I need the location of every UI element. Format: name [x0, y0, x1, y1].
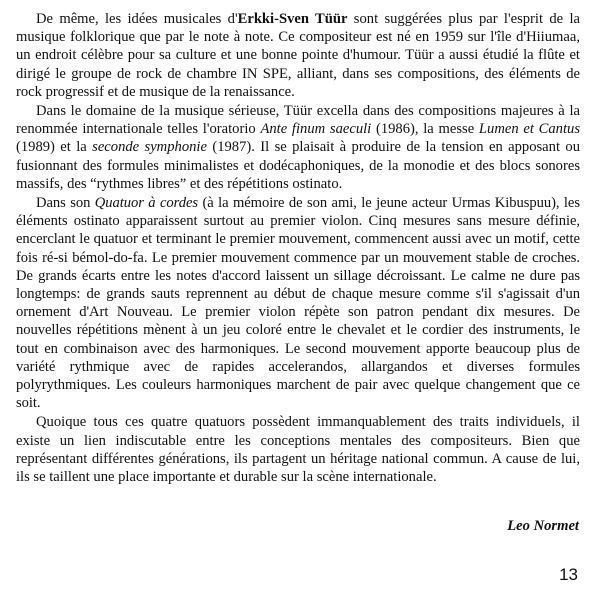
paragraph-text: (1986), la messe: [371, 121, 479, 138]
paragraph-text: (à la mémoire de son ami, le jeune acteur Urmas Kibuspuu), les éléments ostinato apparaissent surtout au premier violon. Cinq mesures sans mesure définie, encerclant le quatuor et terminant le premier mouvement, commencent aussi avec un motif, cette fois ré-si bémol-do-fa. Le premier mouvement commence par un mouvement stable de croches. De grands écarts entre les notes d'accord laissent un sillage décroissant. Le calme ne dure pas longtemps: de grands sauts reprennent au début de chaque mesure comme s'il s'agissait d'un ornement d'Art Nouveau. Le premier violon répète son patron pendant dix mesures. De nouvelles répétitions mènent à un jeu coloré entre le chevalet et le cordier des instruments, le tout en combinaison avec des harmoniques. Le second mouvement apporte beaucoup plus de variété rythmique avec de rapides accelerandos, allargandos et diverses formules polyrythmiques. Les couleurs harmoniques marchent de pair avec quelque changement que ce soit.: [16, 195, 580, 412]
paragraph-text: Dans son: [36, 195, 95, 212]
author-signature: Leo Normet: [507, 518, 579, 534]
work-title: Quatuor à cordes: [94, 195, 199, 212]
paragraph-text: De même, les idées musicales d': [36, 11, 238, 27]
paragraph-serious-music: [16, 102, 580, 193]
paragraph-string-quartet: [16, 194, 580, 412]
work-title: Lumen et Cantus: [478, 121, 581, 138]
paragraph-text: (1987). Il se plaisait à produire de la tension en apposant ou fusionnant des formules minimalistes et dodécaphoniques, de la monodie et des blocs sonores massifs, des “rythmes libres” et des répétitions ostinato.: [16, 139, 580, 192]
paragraph-text: Quoique tous ces quatre quatuors possèdent immanquablement des traits individuels, il existe un lien indiscutable entre les conceptions mentales des compositeurs. Bien que représentant différentes générations, ils partagent un héritage national commun. A cause de lui, ils se taillent une place importante et durable sur la scène internationale.: [16, 414, 580, 486]
paragraph-text: sont suggérées plus par l'esprit de la musique folklorique que par le note à note. Ce compositeur est né en 1959 sur l'île d'Hiiumaa, un endroit célèbre pour sa culture et une bonne pointe d'humour. Tüür a aussi étudié la flûte et dirigé le groupe de rock de chambre IN SPE, alliant, dans ses compositions, des éléments de rock progressif et de musique de la renaissance.: [16, 11, 580, 100]
article-body: [16, 10, 580, 486]
paragraph-tuur-intro: [16, 10, 580, 101]
paragraph-conclusion: [16, 413, 580, 486]
work-title: Ante finum saeculi: [260, 121, 372, 138]
work-title: seconde symphonie: [92, 139, 207, 156]
composer-name: Erkki-Sven Tüür: [237, 11, 348, 27]
page-number: 13: [559, 565, 578, 584]
paragraph-text: Dans le domaine de la musique sérieuse, Tüür excella dans des compositions majeures à la renommée internationale telles l'oratorio: [16, 103, 580, 138]
paragraph-text: (1989) et la: [16, 139, 93, 156]
